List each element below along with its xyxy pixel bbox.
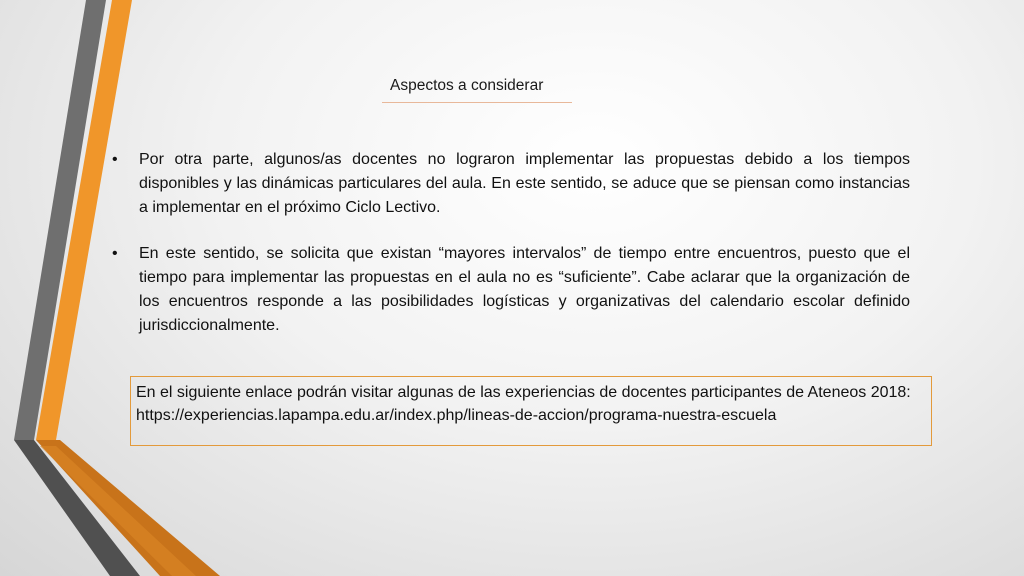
slide-title: Aspectos a considerar: [390, 77, 544, 94]
bullet-item: [112, 242, 910, 338]
link-box: [130, 376, 932, 446]
bullet-list: [112, 148, 910, 360]
bullet-marker: •: [112, 151, 118, 168]
bullet-text: Por otra parte, algunos/as docentes no lograron implementar las propuestas debido a los tiempos disponibles y las dinámicas particulares del aula. En este sentido, se aduce que se piensan como instancias a implementar en el próximo Ciclo Lectivo.: [139, 151, 910, 216]
bullet-text: En este sentido, se solicita que existan “mayores intervalos” de tiempo entre encuentros, puesto que el tiempo para implementar las propuestas en el aula no es “suficiente”. Cabe aclarar que la organización de los encuentros responde a las posibilidades logísticas y organizativas del calendario escolar definido jurisdiccionalmente.: [139, 245, 910, 334]
bullet-marker: •: [112, 245, 118, 262]
link-box-text: En el siguiente enlace podrán visitar algunas de las experiencias de docentes participantes de Ateneos 2018:: [136, 384, 911, 401]
title-underline: [382, 102, 572, 103]
experiencias-link[interactable]: https://experiencias.lapampa.edu.ar/index.php/lineas-de-accion/programa-nuestra-escuela: [136, 407, 777, 424]
bullet-item: [112, 148, 910, 220]
